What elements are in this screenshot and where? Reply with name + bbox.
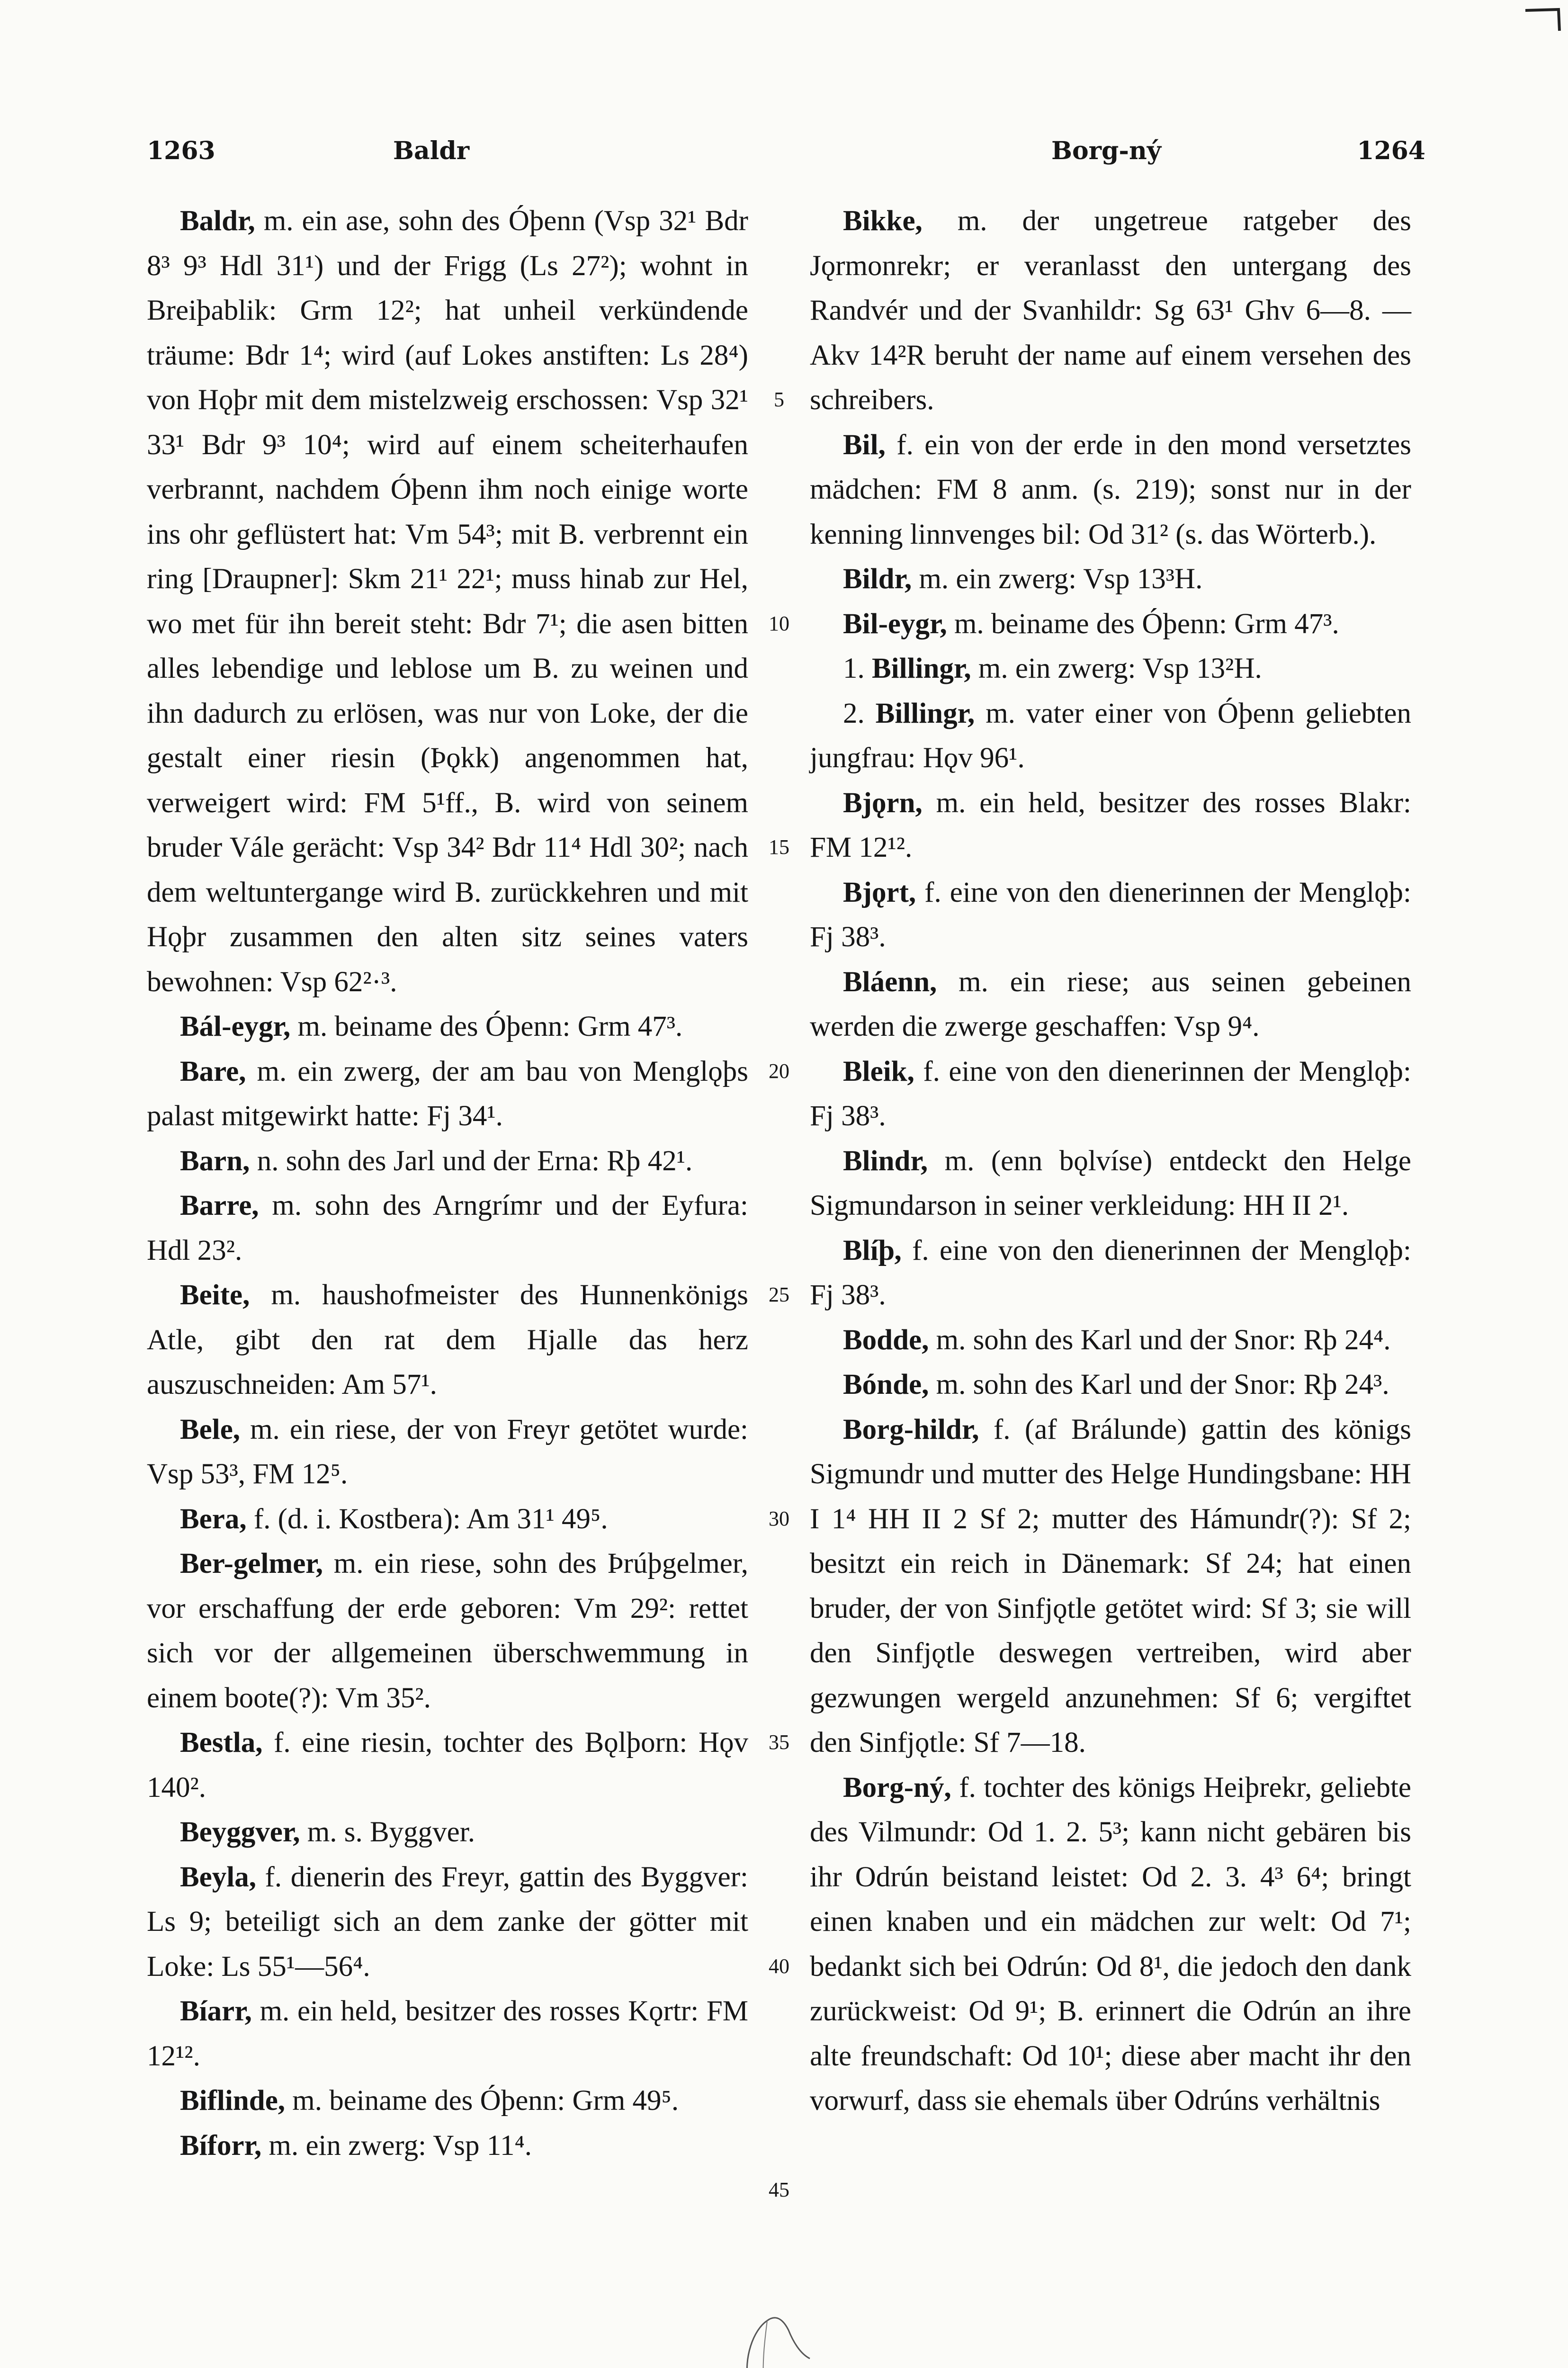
entry-definition: m. ein riese, sohn des Þrúþgelmer, vor erschaffung der erde geboren: Vm 29²: rettet sich vor der allgemeinen überschwemmung in einem boote(?): Vm 35².	[147, 1548, 748, 1714]
line-number: 15	[769, 835, 789, 859]
right-dictionary-entry	[810, 870, 1411, 960]
line-number: 35	[769, 1731, 789, 1754]
headword: Borg-hildr,	[843, 1413, 979, 1445]
entry-definition: f. (af Brálunde) gattin des königs Sigmundr und mutter des Helge Hundingsbane: HH I 1⁴ HH II 2 Sf 2; mutter des Hámundr(?): Sf 2; besitzt ein reich in Dänemark: Sf 24; hat einen bruder, der von Sinfjǫtle getötet wird: Sf 3; sie will den Sinfjǫtle deswegen vertreiben, wird aber gezwungen wergeld anzunehmen: Sf 6; vergiftet den Sinfjǫtle: Sf 7—18.	[810, 1413, 1411, 1758]
entry-definition: n. sohn des Jarl und der Erna: Rþ 42¹.	[250, 1145, 693, 1177]
left-page-number: 1263	[147, 136, 215, 165]
line-number: 25	[769, 1283, 789, 1306]
entry-definition: m. ein held, besitzer des rosses Blakr: FM 12¹².	[810, 787, 1411, 863]
entry-definition: f. eine von den dienerinnen der Menglǫþ: Fj 38³.	[810, 876, 1411, 953]
headword: Bíarr,	[180, 1995, 252, 2027]
entry-definition: f. tochter des königs Heiþrekr, geliebte des Vilmundr: Od 1. 2. 5³; kann nicht gebären bis ihr Odrún beistand leistet: Od 2. 3. 4³ 6⁴; bringt einen knaben und ein mädchen zur welt: Od 7¹; bedankt sich bei Odrún: Od 8¹, die jedoch den dank zurückweist: Od 9¹; B. erinnert die Odrún an ihre alte freundschaft: Od 10¹; diese aber macht ihr den vorwurf, dass sie ehemals über Odrúns verhältnis	[810, 1771, 1411, 2117]
entry-definition: m. beiname des Óþenn: Grm 49⁵.	[285, 2085, 679, 2117]
headword: Beyla,	[180, 1861, 256, 1893]
entry-definition: m. beiname des Óþenn: Grm 47³.	[947, 608, 1339, 640]
headword: Bele,	[180, 1413, 241, 1445]
page-corner-mark	[1525, 5, 1568, 33]
page-header	[147, 136, 1425, 174]
entry-definition: m. ein riese, der von Freyr getötet wurde: Vsp 53³, FM 12⁵.	[147, 1413, 748, 1490]
left-dictionary-entry	[147, 199, 748, 1005]
left-dictionary-entry	[147, 1184, 748, 1273]
entry-definition: m. beiname des Óþenn: Grm 47³.	[290, 1011, 683, 1042]
entry-definition: m. sohn des Karl und der Snor: Rþ 24³.	[929, 1369, 1389, 1400]
right-dictionary-entry	[810, 1363, 1411, 1408]
right-dictionary-entry	[810, 1318, 1411, 1363]
left-dictionary-entry	[147, 1005, 748, 1049]
line-number: 30	[769, 1507, 789, 1530]
left-dictionary-entry	[147, 1855, 748, 1990]
right-dictionary-entry	[810, 1408, 1411, 1766]
right-dictionary-entry	[810, 960, 1411, 1049]
entry-definition: f. eine riesin, tochter des Bǫlþorn: Hǫv 140².	[147, 1727, 748, 1803]
left-dictionary-entry	[147, 1989, 748, 2079]
headword: Bíforr,	[180, 2129, 262, 2162]
entry-definition: m. ein ase, sohn des Óþenn (Vsp 32¹ Bdr 8³ 9³ Hdl 31¹) und der Frigg (Ls 27²); wohnt in Breiþablik: Grm 12²; hat unheil verkündende träume: Bdr 1⁴; wird (auf Lokes anstiften: Ls 28⁴) von Hǫþr mit dem mistelzweig erschossen: Vsp 32¹ 33¹ Bdr 9³ 10⁴; wird auf einem scheiterhaufen verbrannt, nachdem Óþenn ihm noch einige worte ins ohr geflüstert hat: Vm 54³; mit B. verbrennt ein ring [Draupner]: Skm 21¹ 22¹; muss hinab zur Hel, wo met für ihn bereit steht: Bdr 7¹; die asen bitten alles lebendige und leblose um B. zu weinen und ihn dadurch zu erlösen, was nur von Loke, der die gestalt einer riesin (Þǫkk) angenommen hat, verweigert wird: FM 5¹ff., B. wird von seinem bruder Vále gerächt: Vsp 34² Bdr 11⁴ Hdl 30²; nach dem weltuntergange wird B. zurückkehren und mit Hǫþr zusammen den alten sitz seines vaters bewohnen: Vsp 62²·³.	[147, 205, 748, 998]
entry-definition: m. sohn des Arngrímr und der Eyfura: Hdl 23².	[147, 1190, 748, 1266]
line-number: 40	[769, 1954, 789, 1978]
left-dictionary-entry	[147, 1408, 748, 1497]
headword: Borg-ný,	[843, 1771, 951, 1803]
left-running-head: Baldr	[393, 136, 470, 165]
headword: Bjǫrn,	[843, 787, 923, 819]
left-dictionary-entry	[147, 1273, 748, 1408]
headword: Billingr,	[875, 697, 975, 729]
headword: Bil,	[843, 429, 886, 461]
right-column	[810, 199, 1411, 2124]
right-dictionary-entry	[810, 781, 1411, 870]
right-dictionary-entry	[810, 423, 1411, 557]
left-dictionary-entry	[147, 1049, 748, 1139]
right-dictionary-entry	[810, 691, 1411, 781]
headword: Bjǫrt,	[843, 876, 916, 908]
headword: Bestla,	[180, 1727, 263, 1758]
headword: Barn,	[180, 1145, 250, 1177]
headword: Ber-gelmer,	[180, 1548, 323, 1579]
headword: Blindr,	[843, 1145, 928, 1177]
right-dictionary-entry	[810, 199, 1411, 423]
entry-number: 2.	[843, 697, 876, 729]
headword: Blíþ,	[843, 1234, 902, 1266]
pencil-mark	[739, 2302, 815, 2368]
headword: Bare,	[180, 1055, 246, 1087]
entry-definition: f. ein von der erde in den mond versetztes mädchen: FM 8 anm. (s. 219); sonst nur in der kenning linnvenges bil: Od 31² (s. das Wörterb.).	[810, 429, 1411, 550]
right-dictionary-entry	[810, 646, 1411, 691]
entry-definition: f. (d. i. Kostbera): Am 31¹ 49⁵.	[246, 1503, 608, 1535]
line-number: 45	[769, 2178, 789, 2201]
headword: Bodde,	[843, 1324, 929, 1356]
line-number: 5	[774, 388, 784, 411]
entry-definition: f. eine von den dienerinnen der Menglǫþ: Fj 38³.	[810, 1055, 1411, 1132]
entry-number: 1.	[843, 653, 872, 684]
headword: Beyggver,	[180, 1816, 300, 1848]
right-dictionary-entry	[810, 602, 1411, 647]
entry-definition: m. vater einer von Óþenn geliebten jungfrau: Hǫv 96¹.	[810, 697, 1412, 774]
left-dictionary-entry	[147, 1139, 748, 1184]
headword: Bónde,	[843, 1369, 929, 1400]
left-dictionary-entry	[147, 1542, 748, 1721]
entry-definition: m. ein riese; aus seinen gebeinen werden die zwerge geschaffen: Vsp 9⁴.	[810, 966, 1411, 1042]
entry-definition: m. (enn bǫlvíse) entdeckt den Helge Sigmundarson in seiner verkleidung: HH II 2¹.	[810, 1145, 1411, 1221]
left-dictionary-entry	[147, 1810, 748, 1855]
entry-definition: m. haushofmeister des Hunnenkönigs Atle, gibt den rat dem Hjalle das herz auszuschneiden: Am 57¹.	[147, 1279, 748, 1400]
entry-definition: m. ein zwerg: Vsp 13²H.	[971, 653, 1262, 684]
entry-definition: m. s. Byggver.	[300, 1816, 475, 1848]
headword: Bál-eygr,	[180, 1011, 291, 1042]
entry-definition: m. ein zwerg: Vsp 13³H.	[912, 563, 1203, 595]
right-dictionary-entry	[810, 1139, 1411, 1229]
right-dictionary-entry	[810, 1766, 1411, 2124]
headword: Bláenn,	[843, 966, 937, 998]
left-dictionary-entry	[147, 1497, 748, 1542]
right-dictionary-entry	[810, 1049, 1411, 1139]
line-number: 10	[769, 611, 789, 635]
left-column	[147, 199, 748, 2168]
headword: Bikke,	[843, 205, 923, 237]
entry-definition: m. sohn des Karl und der Snor: Rþ 24⁴.	[929, 1324, 1391, 1356]
right-page-number: 1264	[1357, 136, 1425, 165]
headword: Bleik,	[843, 1055, 914, 1087]
entry-definition: f. dienerin des Freyr, gattin des Byggver: Ls 9; beteiligt sich an dem zanke der götter mit Loke: Ls 55¹—56⁴.	[147, 1861, 748, 1982]
left-dictionary-entry	[147, 2079, 748, 2124]
entry-definition: m. ein held, besitzer des rosses Kǫrtr: FM 12¹².	[147, 1995, 748, 2072]
left-dictionary-entry	[147, 1721, 748, 1810]
headword: Bil-eygr,	[843, 608, 947, 640]
headword: Billingr,	[872, 653, 971, 684]
headword: Beite,	[180, 1279, 250, 1311]
entry-definition: f. eine von den dienerinnen der Menglǫþ: Fj 38³.	[810, 1234, 1411, 1311]
entry-definition: m. ein zwerg, der am bau von Menglǫþs palast mitgewirkt hatte: Fj 34¹.	[147, 1055, 748, 1132]
right-running-head: Borg-ný	[1051, 136, 1161, 165]
right-dictionary-entry	[810, 557, 1411, 602]
headword: Bera,	[180, 1503, 247, 1535]
entry-definition: m. der ungetreue ratgeber des Jǫrmonrekr; er veranlasst den untergang des Randvér und der Svanhildr: Sg 63¹ Ghv 6—8. — Akv 14²R beruht der name auf einem versehen des schreibers.	[810, 205, 1411, 416]
headword: Biflinde,	[180, 2085, 286, 2117]
line-number: 20	[769, 1059, 789, 1083]
right-dictionary-entry	[810, 1229, 1411, 1318]
headword: Baldr,	[180, 205, 255, 237]
headword: Bildr,	[843, 563, 912, 595]
entry-definition: m. ein zwerg: Vsp 11⁴.	[261, 2129, 532, 2162]
headword: Barre,	[180, 1190, 259, 1221]
left-dictionary-entry	[147, 2124, 748, 2169]
